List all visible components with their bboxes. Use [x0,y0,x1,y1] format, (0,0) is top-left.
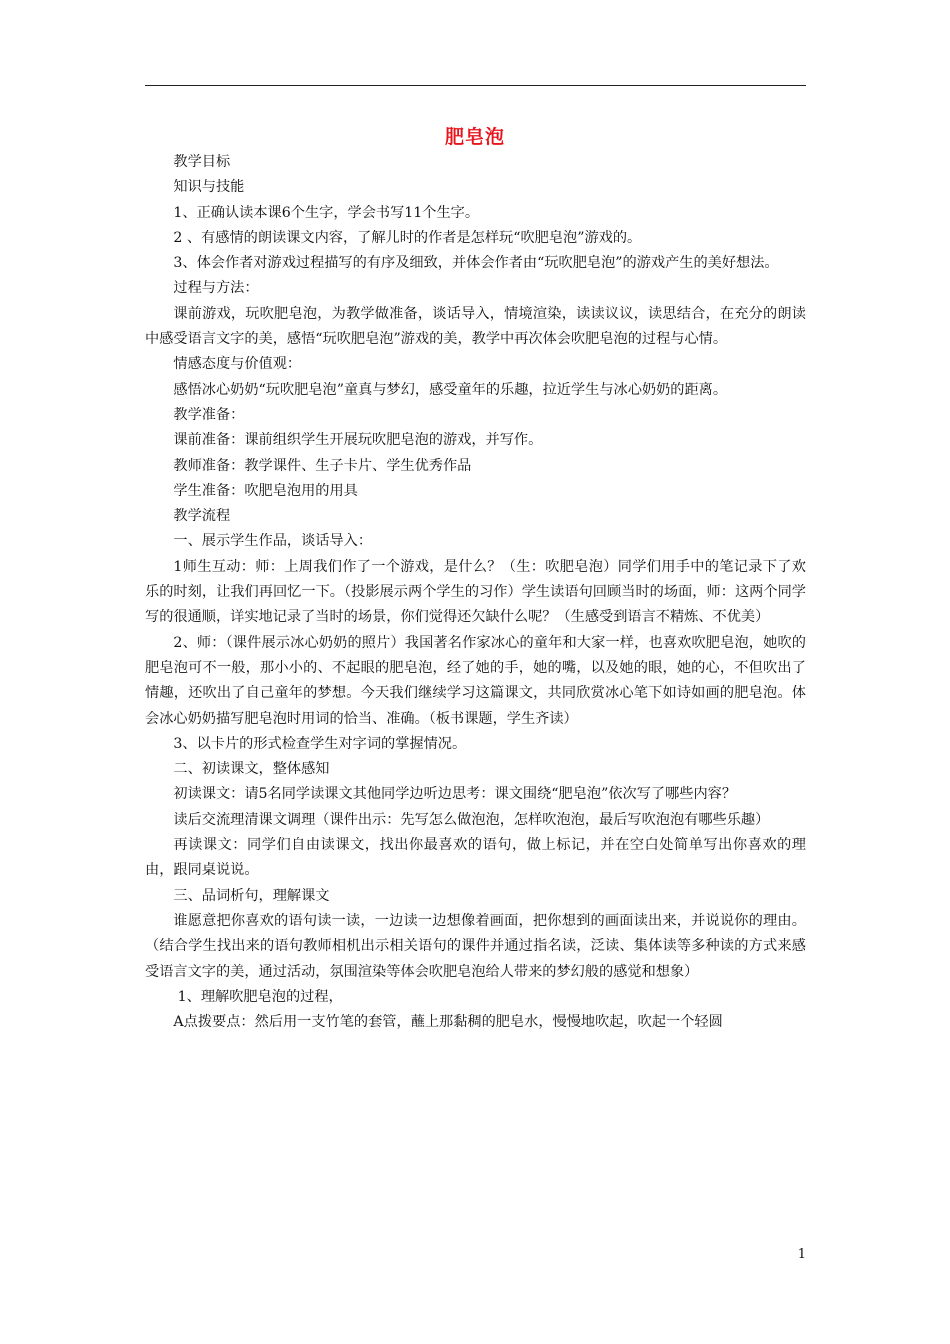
paragraph: 再读课文：同学们自由读课文，找出你最喜欢的语句，做上标记，并在空白处简单写出你喜欢的理由，跟同桌说说。 [145,837,806,879]
paragraph: 1、正确认读本课6个生字，学会书写11个生字。 [173,204,480,221]
paragraph: 二、初读课文，整体感知 [173,761,330,778]
paragraph: A点拨要点：然后用一支竹笔的套管，蘸上那黏稠的肥皂水，慢慢地吹起，吹起一个轻圆 [173,1014,723,1031]
paragraph: 1、理解吹肥皂泡的过程， [177,988,343,1005]
paragraph: 三、品词析句，理解课文 [173,887,330,904]
paragraph: 3、体会作者对游戏过程描写的有序及细致，并体会作者由“玩吹肥皂泡”的游戏产生的美好想法。 [173,255,779,272]
paragraph: 情感态度与价值观： [173,356,302,373]
paragraph: 2 、有感情的朗读课文内容，了解儿时的作者是怎样玩“吹肥皂泡”游戏的。 [173,229,642,246]
paragraph: 3、以卡片的形式检查学生对字词的掌握情况。 [173,735,467,752]
paragraph: 知识与技能 [173,179,245,196]
header-rule [145,85,806,86]
paragraph: 教学流程 [173,508,231,525]
paragraph: 教师准备：教学课件、生子卡片、学生优秀作品 [173,457,472,474]
page-number: 1 [797,1247,806,1262]
document-title: 肥皂泡 [444,126,505,148]
paragraph: 课前游戏，玩吹肥皂泡，为教学做准备，谈话导入，情境渲染，读读议议，读思结合，在充分的朗读中感受语言文字的美，感悟“玩吹肥皂泡”游戏的美，教学中再次体会吹肥皂泡的过程与心情。 [145,305,806,348]
paragraph: 教学准备： [173,406,245,423]
paragraph: 课前准备：课前组织学生开展玩吹肥皂泡的游戏，并写作。 [173,432,543,449]
paragraph: 初读课文：请5名同学读课文其他同学边听边思考：课文围绕“肥皂泡”依次写了哪些内容？ [173,786,737,803]
paragraph: 读后交流理清课文调理（课件出示：先写怎么做泡泡，怎样吹泡泡，最后写吹泡泡有哪些乐趣） [173,811,770,828]
paragraph: 学生准备：吹肥皂泡用的用具 [173,482,358,499]
paragraph: 2、师：（课件展示冰心奶奶的照片）我国著名作家冰心的童年和大家一样，也喜欢吹肥皂泡，她吹的肥皂泡可不一般，那小小的、不起眼的肥皂泡，经了她的手，她的嘴，以及她的眼，她的心，不但吹出了情趣，还吹出了自己童年的梦想。今天我们继续学习这篇课文，共同欣赏冰心笔下如诗如画的肥皂泡。体会冰心奶奶描写肥皂泡时用词的恰当、准确。（板书课题，学生齐读） [145,634,806,727]
paragraph: 感悟冰心奶奶“玩吹肥皂泡”童真与梦幻，感受童年的乐趣，拉近学生与冰心奶奶的距离。 [173,381,728,398]
paragraph: 谁愿意把你喜欢的语句读一读，一边读一边想像着画面，把你想到的画面读出来，并说说你的理由。（结合学生找出来的语句教师相机出示相关语句的课件并通过指名读，泛读、集体读等多种读的方式来感受语言文字的美，通过活动，氛围渲染等体会吹肥皂泡给人带来的梦幻般的感觉和想象） [145,912,806,980]
document-body [145,150,806,1035]
paragraph: 1师生互动：师：上周我们作了一个游戏，是什么？（生：吹肥皂泡）同学们用手中的笔记录下了欢乐的时刻，让我们再回忆一下。（投影展示两个学生的习作）学生读语句回顾当时的场面，师：这两个同学写的很通顺，详实地记录了当时的场景，你们觉得还欠缺什么呢？（生感受到语言不精炼、不优美） [145,558,806,626]
paragraph: 一、展示学生作品，谈话导入： [173,533,373,550]
paragraph: 教学目标 [173,154,231,170]
paragraph: 过程与方法： [173,280,259,297]
